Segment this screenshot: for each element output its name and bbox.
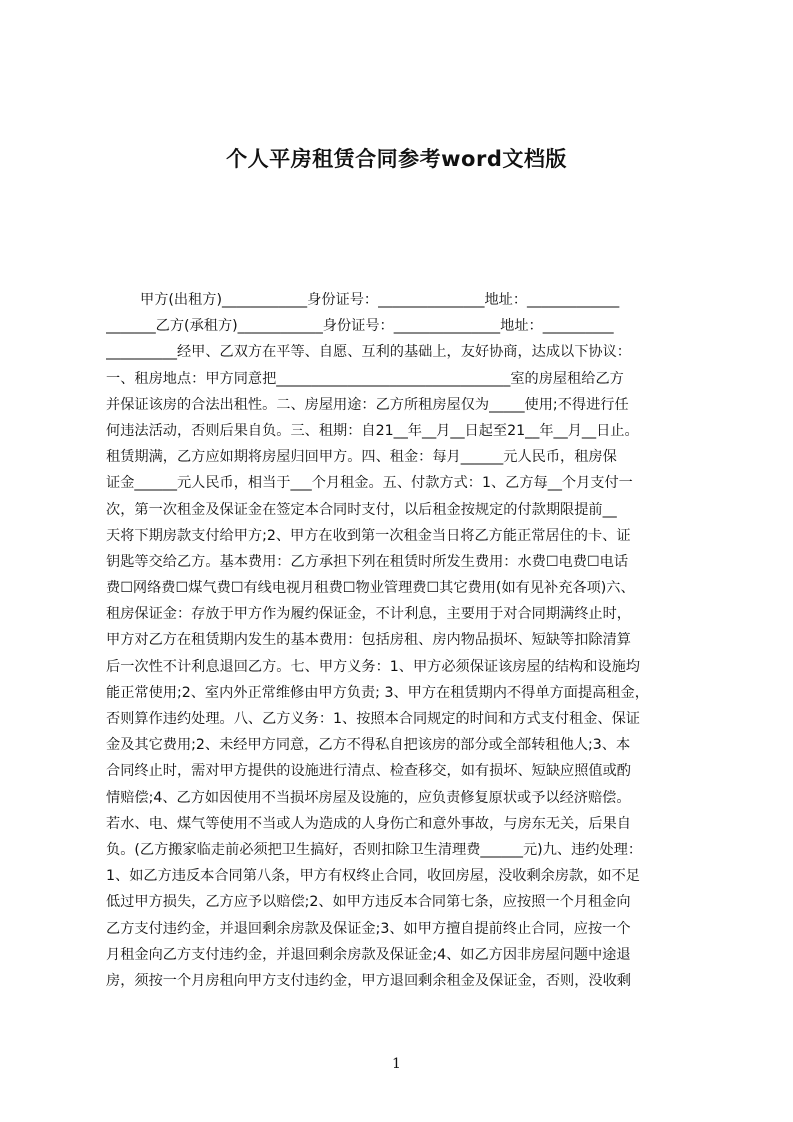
text-line: 钥匙等交给乙方。基本费用：乙方承担下列在租赁时所发生费用：水费☐电费☐电话	[106, 553, 629, 570]
text-line: 天将下期房款支付给甲方;2、甲方在收到第一次租金当日将乙方能正常居住的卡、证	[106, 527, 631, 544]
text-line: 次，第一次租金及保证金在签定本合同时支付，以后租金按规定的付款期限提前__	[106, 501, 617, 518]
text-line: 情赔偿;4、乙方如因使用不当损坏房屋及设施的，应负责修复原状或予以经济赔偿。	[106, 789, 631, 806]
text-line: 低过甲方损失，乙方应予以赔偿;2、如甲方违反本合同第七条，应按照一个月租金向	[106, 894, 631, 911]
text-line: 合同终止时，需对甲方提供的设施进行清点、检查移交，如有损坏、短缺应照值或酌	[106, 763, 631, 780]
text-line: 能正常使用;2、室内外正常维修由甲方负责; 3、甲方在租赁期内不得单方面提高租金，	[106, 684, 649, 701]
text-line: 若水、电、煤气等使用不当或人为造成的人身伤亡和意外事故，与房东无关，后果自	[106, 815, 631, 832]
text-line: 并保证该房的合法出租性。二、房屋用途：乙方所租房屋仅为_____使用;不得进行任	[106, 396, 629, 413]
text-line: 1、如乙方违反本合同第八条，甲方有权终止合同，收回房屋，没收剩余房款，如不足	[106, 868, 640, 885]
text-line: 甲方对乙方在租赁期内发生的基本费用：包括房租、房内物品损坏、短缺等扣除清算	[106, 632, 631, 649]
text-line: 乙方支付违约金，并退回剩余房款及保证金;3、如甲方擅自提前终止合同，应按一个	[106, 920, 631, 937]
text-line: 房，须按一个月房租向甲方支付违约金，甲方退回剩余租金及保证金，否则，没收剩	[106, 972, 631, 989]
text-line: 后一次性不计利息退回乙方。七、甲方义务：1、甲方必须保证该房屋的结构和设施均	[106, 658, 640, 675]
text-line: 一、租房地点：甲方同意把_________________________________室的房屋租给乙方	[106, 370, 624, 387]
page-number: 1	[392, 1056, 401, 1072]
document-title: 个人平房租赁合同参考word文档版	[226, 147, 567, 171]
text-line: 月租金向乙方支付违约金，并退回剩余房款及保证金;4、如乙方因非房屋问题中途退	[106, 946, 631, 963]
contract-body	[106, 287, 698, 1030]
text-line: 租赁期满，乙方应如期将房屋归回甲方。四、租金：每月______元人民币，租房保	[106, 449, 617, 466]
text-line: 何违法活动，否则后果自负。三、租期：自21__年__月__日起至21__年__月__日止。	[106, 422, 639, 439]
text-line: 金及其它费用;2、未经甲方同意，乙方不得私自把该房的部分或全部转租他人;3、本	[106, 737, 631, 754]
text-line: _______乙方(承租方)____________身份证号：_______________地址：__________	[106, 318, 614, 335]
text-line: 负。(乙方搬家临走前必须把卫生搞好，否则扣除卫生清理费______元)九、违约处理：	[106, 841, 643, 858]
text-line: 证金______元人民币，相当于___个月租金。五、付款方式：1、乙方每__个月支付一	[106, 475, 633, 492]
text-line: 费☐网络费☐煤气费☐有线电视月租费☐物业管理费☐其它费用(如有见补充各项)六、	[106, 580, 635, 597]
text-line: 否则算作违约处理。八、乙方义务：1、按照本合同规定的时间和方式支付租金、保证	[106, 711, 640, 727]
text-line: 租房保证金：存放于甲方作为履约保证金，不计利息，主要用于对合同期满终止时，	[106, 606, 631, 623]
text-line: 甲方(出租方)____________身份证号：_______________地址：_____________	[140, 292, 620, 308]
text-line: __________经甲、乙双方在平等、自愿、互利的基础上，友好协商，达成以下协议：	[106, 344, 631, 361]
